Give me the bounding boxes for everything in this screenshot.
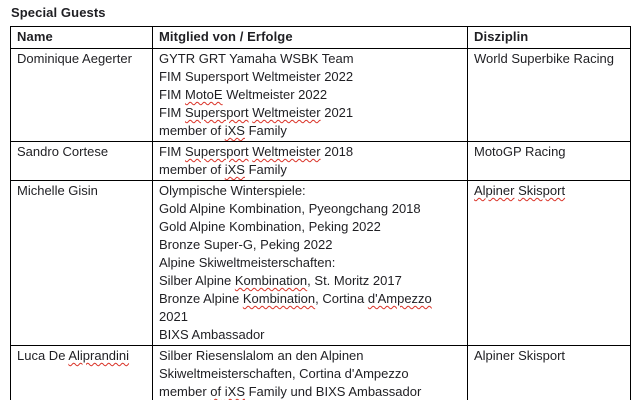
text-segment: World Superbike Racing — [474, 51, 614, 66]
cell-line — [159, 218, 461, 236]
misspelled-word: Weltmeister — [252, 105, 321, 120]
cell-line — [474, 347, 624, 365]
text-segment: Michelle Gisin — [17, 183, 98, 198]
misspelled-word: MotoE — [185, 87, 223, 102]
text-segment: Bronze Super-G, Peking 2022 — [159, 237, 333, 252]
text-segment: FIM — [159, 105, 185, 120]
cell-line — [159, 86, 461, 104]
text-segment: Gold Alpine Kombination, Pyeongchang 2018 — [159, 201, 421, 216]
text-segment: Family — [244, 123, 287, 138]
text-segment: Sandro Cortese — [17, 144, 109, 159]
misspelled-word: iXS — [224, 384, 245, 399]
discipline-cell — [468, 142, 631, 181]
cell-line — [159, 236, 461, 254]
misspelled-word: Kombination — [234, 273, 308, 288]
column-header-discipline: Disziplin — [468, 27, 631, 49]
text-segment: Luca De — [17, 348, 69, 363]
cell-line — [159, 161, 461, 179]
text-segment: Silber Alpine — [159, 273, 235, 288]
cell-line — [159, 143, 461, 161]
misspelled-word: Kombination — [242, 291, 316, 306]
misspelled-word: Skisport — [518, 183, 566, 198]
text-segment: GYTR GRT Yamaha WSBK Team — [159, 51, 354, 66]
name-cell — [11, 346, 153, 400]
text-segment: Bronze Alpine — [159, 291, 243, 306]
discipline-cell — [468, 49, 631, 142]
cell-line — [159, 68, 461, 86]
achievements-cell — [153, 346, 468, 400]
cell-line — [159, 326, 461, 344]
text-segment: Skiweltmeisterschaften, Cortina d'Ampezzo — [159, 366, 409, 381]
misspelled-word: d'Ampezzo — [367, 291, 432, 306]
column-header-name: Name — [11, 27, 153, 49]
misspelled-word: Supersport — [185, 144, 249, 159]
misspelled-word: Supersport — [185, 105, 249, 120]
discipline-cell — [468, 346, 631, 400]
cell-line — [159, 308, 461, 326]
cell-line — [159, 290, 461, 308]
cell-line — [159, 122, 461, 140]
misspelled-word: of — [210, 384, 222, 399]
table-row — [11, 346, 631, 400]
text-segment: member — [159, 384, 211, 399]
text-segment: 2021 — [320, 105, 354, 120]
cell-line — [159, 383, 461, 400]
cell-line — [474, 182, 624, 200]
text-segment: member of — [159, 162, 225, 177]
text-segment: Silber Riesenslalom an den Alpinen — [159, 348, 364, 363]
misspelled-word: Aliprandini — [68, 348, 130, 363]
cell-line — [159, 50, 461, 68]
table-row — [11, 49, 631, 142]
achievements-cell — [153, 49, 468, 142]
text-segment: member of — [159, 123, 225, 138]
text-segment: 2021 — [159, 309, 188, 324]
misspelled-word: Weltmeister — [252, 144, 321, 159]
cell-line — [159, 254, 461, 272]
text-segment: Family und BIXS Ambassador — [245, 384, 422, 399]
cell-line — [474, 143, 624, 161]
misspelled-word: iXS — [224, 162, 245, 177]
cell-line — [159, 365, 461, 383]
text-segment: FIM — [159, 144, 185, 159]
table-row — [11, 181, 631, 346]
cell-line — [17, 50, 146, 68]
cell-line — [17, 143, 146, 161]
cell-line — [474, 50, 624, 68]
name-cell — [11, 142, 153, 181]
cell-line — [17, 182, 146, 200]
text-segment: MotoGP Racing — [474, 144, 566, 159]
text-segment: Weltmeister 2022 — [222, 87, 328, 102]
misspelled-word: iXS — [224, 123, 245, 138]
text-segment: Alpine Skiweltmeisterschaften: — [159, 255, 336, 270]
text-segment: Dominique Aegerter — [17, 51, 132, 66]
table-row — [11, 142, 631, 181]
column-header-merits: Mitglied von / Erfolge — [153, 27, 468, 49]
cell-line — [17, 347, 146, 365]
cell-line — [159, 104, 461, 122]
cell-line — [159, 200, 461, 218]
text-segment: Gold Alpine Kombination, Peking 2022 — [159, 219, 381, 234]
misspelled-word: Alpiner — [474, 183, 515, 198]
cell-line — [159, 347, 461, 365]
text-segment: 2018 — [320, 144, 354, 159]
text-segment: Olympische Winterspiele: — [159, 183, 306, 198]
table-header-row — [11, 27, 631, 49]
text-segment: , St. Moritz 2017 — [307, 273, 402, 288]
special-guests-table — [10, 26, 631, 400]
achievements-cell — [153, 142, 468, 181]
cell-line — [159, 272, 461, 290]
text-segment: , Cortina — [315, 291, 368, 306]
page-title: Special Guests — [11, 5, 106, 20]
text-segment: FIM — [159, 87, 185, 102]
name-cell — [11, 49, 153, 142]
cell-line — [159, 182, 461, 200]
achievements-cell — [153, 181, 468, 346]
text-segment: FIM Supersport Weltmeister 2022 — [159, 69, 354, 84]
discipline-cell — [468, 181, 631, 346]
name-cell — [11, 181, 153, 346]
text-segment: Family — [244, 162, 287, 177]
text-segment: BIXS Ambassador — [159, 327, 265, 342]
text-segment: Alpiner Skisport — [474, 348, 566, 363]
